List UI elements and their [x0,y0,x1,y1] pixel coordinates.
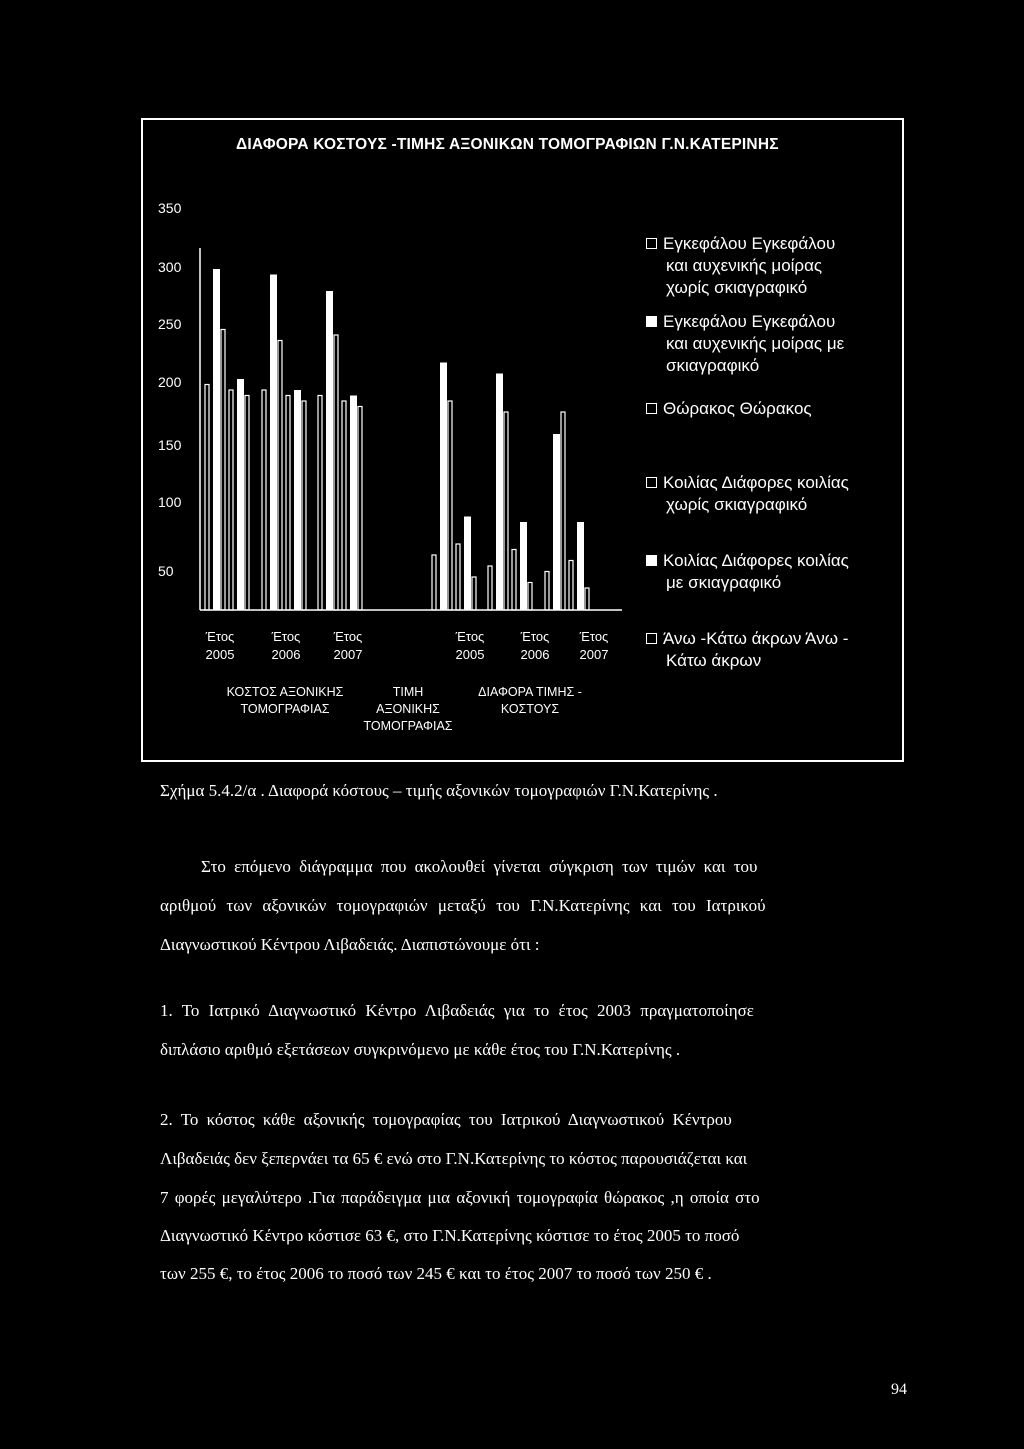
bar [286,396,290,611]
bar [302,401,306,610]
y-tick-label: 300 [158,259,182,275]
bar [270,275,277,611]
x-group-label: ΔΙΑΦΟΡΑ ΤΙΜΗΣ - ΚΟΣΤΟΥΣ [478,685,582,716]
legend-swatch-outline [646,403,657,414]
legend-label: Κάτω άκρων [666,651,762,670]
bar [561,412,565,610]
bar [245,396,249,611]
y-tick-label: 250 [158,316,182,332]
body-paragraph-line: Διαγνωστικού Κέντρου Λιβαδειάς. Διαπιστώνουμε ότι : [160,935,540,954]
list-item-1-line: διπλάσιο αριθμό εξετάσεων συγκρινόμενο με κάθε έτος του Γ.Ν.Κατερίνης . [160,1040,681,1059]
y-tick-label: 50 [158,563,174,579]
y-tick-label: 350 [158,200,182,216]
bar [577,522,584,610]
bar [456,544,460,610]
legend-label: σκιαγραφικό [666,356,760,375]
bar [221,330,225,611]
bar [334,335,338,610]
legend-label: χωρίς σκιαγραφικό [666,495,808,514]
bar [553,434,560,610]
legend-swatch-outline [646,477,657,488]
legend-swatch-filled [646,316,657,327]
list-item-2-line: των 255 €, το έτος 2006 το ποσό των 245 € και το έτος 2007 το ποσό των 250 € . [160,1264,712,1283]
bar [342,401,346,610]
bar [432,555,436,610]
bar [294,390,301,610]
chart-title: ΔΙΑΦΟΡΑ ΚΟΣΤΟΥΣ -ΤΙΜΗΣ ΑΞΟΝΙΚΩΝ ΤΟΜΟΓΡΑΦΙΩΝ Γ.Ν.ΚΑΤΕΡΙΝΗΣ [236,136,779,153]
bar [464,517,471,611]
bar [496,374,503,611]
bar [569,561,573,611]
bar [448,401,452,610]
body-paragraph-line: αριθμού των αξονικών τομογραφιών μεταξύ του Γ.Ν.Κατερίνης και του Ιατρικού [160,896,766,915]
legend-item [646,398,906,420]
bar [528,583,532,611]
list-item-2-line: Λιβαδειάς δεν ξεπερνάει τα 65 € ενώ στο Γ.Ν.Κατερίνης το κόστος παρουσιάζεται και [160,1149,748,1168]
legend-label: Εγκεφάλου Εγκεφάλου [663,234,836,253]
bar [262,390,266,610]
bar [472,577,476,610]
bar [358,407,362,611]
legend-label: Εγκεφάλου Εγκεφάλου [663,312,836,331]
x-category-label: Έτος 2007 [579,629,609,662]
x-category-label: Έτος 2005 [205,629,235,662]
x-category-label: Έτος 2007 [333,629,363,662]
legend-label: Άνω -Κάτω άκρων Άνω - [663,629,849,648]
list-item-2-line: Διαγνωστικό Κέντρο κόστισε 63 €, στο Γ.Ν.Κατερίνης κόστισε το έτος 2005 το ποσό [160,1226,740,1245]
x-category-label: Έτος 2006 [520,629,550,662]
legend-label: με σκιαγραφικό [666,573,782,592]
legend-label: Θώρακος Θώρακος [663,399,812,418]
legend-label: Κοιλίας Διάφορες κοιλίας [663,473,849,492]
bar [237,379,244,610]
figure-caption: Σχήμα 5.4.2/α . Διαφορά κόστους – τιμής αξονικών τομογραφιών Γ.Ν.Κατερίνης . [160,781,718,800]
legend-swatch-filled [646,555,657,566]
list-item-2-line: 7 φορές μεγαλύτερο .Για παράδειγμα μια αξονική τομογραφία θώρακος ,η οποία στο [160,1188,760,1207]
bar [512,550,516,611]
body-paragraph-line: Στο επόμενο διάγραμμα που ακολουθεί γίνεται σύγκριση των τιμών και του [201,857,758,876]
bar [440,363,447,611]
legend-item [646,472,906,516]
bar [520,522,527,610]
legend-item [646,628,906,672]
x-group-label: ΚΟΣΤΟΣ ΑΞΟΝΙΚΗΣ ΤΟΜΟΓΡΑΦΙΑΣ [226,685,344,716]
legend-label: και αυχενικής μοίρας [666,256,823,275]
legend-label: χωρίς σκιαγραφικό [666,278,808,297]
legend-item [646,233,906,299]
legend-swatch-outline [646,633,657,644]
list-item-2-line: 2. Το κόστος κάθε αξονικής τομογραφίας του Ιατρικού Διαγνωστικού Κέντρου [160,1110,732,1129]
x-category-label: Έτος 2005 [455,629,485,662]
bar [326,291,333,610]
bar [318,396,322,611]
bar [585,588,589,610]
legend-label: και αυχενικής μοίρας με [666,334,845,353]
bar [488,566,492,610]
list-item-1-line: 1. Το Ιατρικό Διαγνωστικό Κέντρο Λιβαδειάς για το έτος 2003 πραγματοποίησε [160,1001,754,1020]
y-tick-label: 100 [158,494,182,510]
legend-label: Κοιλίας Διάφορες κοιλίας [663,551,849,570]
bar [350,396,357,611]
bar [278,341,282,611]
x-category-label: Έτος 2006 [271,629,301,662]
y-tick-label: 200 [158,374,182,390]
legend-item [646,550,906,594]
bar [213,269,220,610]
y-tick-label: 150 [158,437,182,453]
legend-swatch-outline [646,238,657,249]
bar [205,385,209,611]
legend-item [646,311,906,377]
page-number: 94 [891,1381,907,1398]
bar [504,412,508,610]
bar [229,390,233,610]
bar [545,572,549,611]
x-group-label: ΤΙΜΗ ΑΞΟΝΙΚΗΣ ΤΟΜΟΓΡΑΦΙΑΣ [363,685,453,733]
